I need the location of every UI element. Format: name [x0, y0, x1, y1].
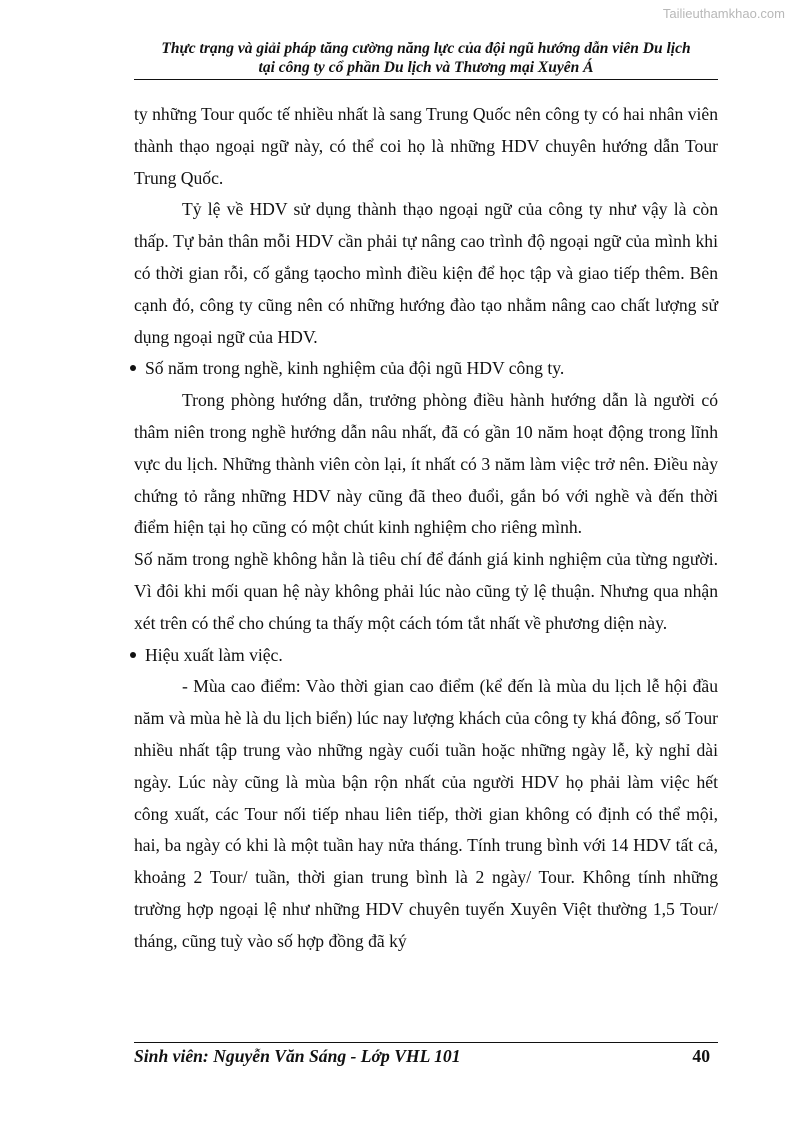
page-footer [134, 1046, 718, 1067]
bullet-text: Hiệu xuất làm việc. [145, 644, 283, 665]
watermark: Tailieuthamkhao.com [662, 6, 785, 21]
bullet-icon [130, 652, 136, 658]
footer-divider [134, 1042, 718, 1043]
bullet-item-experience [130, 353, 718, 385]
paragraph-5: - Mùa cao điểm: Vào thời gian cao điểm (kể đến là mùa du lịch lễ hội đầu năm và mùa hè là du lịch biển) lúc nay lượng khách của công ty khá đông, số Tour nhiều nhất tập trung vào những ngày cuối tuần hoặc những ngày lễ, kỳ nghỉ dài ngày. Lúc này cũng là mùa bận rộn nhất của người HDV họ phải làm việc hết công xuất, các Tour nối tiếp nhau liên tiếp, thời gian không có định có thể mội, hai, ba ngày có khi là một tuần hay nửa tháng. Tính trung bình với 14 HDV tất cả, khoảng 2 Tour/ tuần, thời gian trung bình là 2 ngày/ Tour. Không tính những trường hợp ngoại lệ như những HDV chuyên tuyến Xuyên Việt thường 1,5 Tour/ tháng, cũng tuỳ vào số hợp đồng đã ký [134, 676, 718, 951]
header-title-line-2: tại công ty cổ phần Du lịch và Thương mại Xuyên Á [258, 59, 594, 76]
paragraph-2: Tỷ lệ về HDV sử dụng thành thạo ngoại ngữ của công ty như vậy là còn thấp. Tự bản thân mỗi HDV cần phải tự nâng cao trình độ ngoại ngữ của mình khi có thời gian rỗi, cố gắng tạocho mình điều kiện để học tập và giao tiếp thêm. Bên cạnh đó, công ty cũng nên có những hướng đào tạo nhằm nâng cao chất lượng sử dụng ngoại ngữ của HDV. [134, 199, 718, 347]
bullet-item-efficiency [130, 640, 718, 672]
document-body [134, 99, 718, 958]
paragraph-4: Số năm trong nghề không hẳn là tiêu chí để đánh giá kinh nghiệm của từng người. Vì đôi khi mối quan hệ này không phải lúc nào cũng tỷ lệ thuận. Nhưng qua nhận xét trên có thể cho chúng ta thấy một cách tóm tắt nhất về phương diện này. [134, 549, 718, 633]
paragraph-1: ty những Tour quốc tế nhiều nhất là sang Trung Quốc nên công ty có hai nhân viên thành thạo ngoại ngữ này, có thể coi họ là những HDV chuyên hướng dẫn Tour Trung Quốc. [134, 104, 718, 188]
header-title-line-1: Thực trạng và giải pháp tăng cường năng lực của đội ngũ hướng dẫn viên Du lịch [161, 40, 691, 57]
paragraph-3: Trong phòng hướng dẫn, trưởng phòng điều hành hướng dẫn là người có thâm niên trong nghề hướng dẫn nâu nhất, đã có gần 10 năm hoạt động trong lĩnh vực du lịch. Những thành viên còn lại, ít nhất có 3 năm làm việc trở nên. Điều này chứng tỏ rằng những HDV này cũng đã theo đuổi, gắn bó với nghề và đến thời điểm hiện tại họ cũng có một chút kinh nghiệm cho riêng mình. [134, 390, 718, 538]
bullet-icon [130, 365, 136, 371]
page-header [134, 39, 718, 77]
footer-student-info: Sinh viên: Nguyễn Văn Sáng - Lớp VHL 101 [134, 1046, 461, 1066]
page-number: 40 [692, 1046, 710, 1066]
header-divider [134, 79, 718, 80]
bullet-text: Số năm trong nghề, kinh nghiệm của đội ngũ HDV công ty. [145, 358, 565, 379]
